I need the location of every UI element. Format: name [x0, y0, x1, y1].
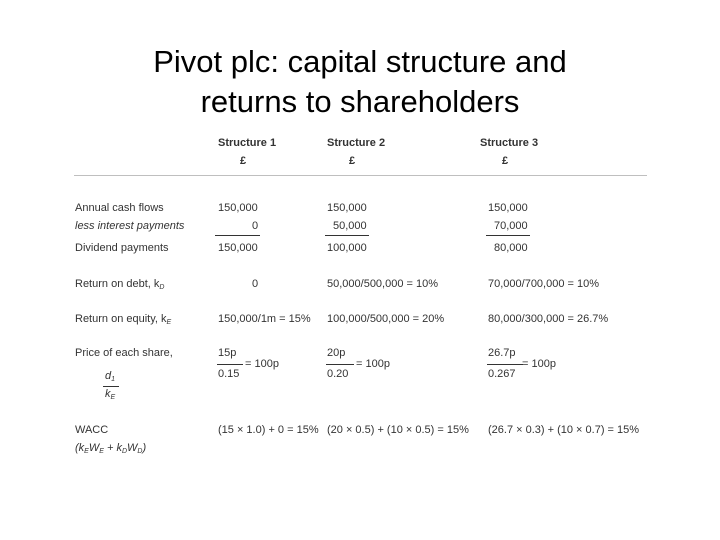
price-s3-numerator: 26.7p — [488, 347, 516, 359]
wacc-formula: $(k_EW_E + k_DW_D)$ — [75, 442, 147, 455]
subtotal-line-s3 — [486, 235, 530, 236]
row-label-price: Price of each share, — [75, 347, 173, 359]
price-s3-bar — [487, 364, 523, 365]
cell-dividend-s1: 150,000 — [218, 242, 258, 254]
cell-wacc-s3: (26.7 × 0.3) + (10 × 0.7) = 15% — [488, 424, 640, 436]
kd-label-text: Return on debt, k — [75, 278, 160, 290]
denominator-sub: E — [110, 394, 116, 401]
price-s3-denominator: 0.267 — [488, 368, 516, 380]
cell-interest-s2: 50,000 — [333, 220, 367, 232]
price-s2-bar — [326, 364, 354, 365]
row-label-annual: Annual cash flows — [75, 202, 164, 214]
cell-interest-s3: 70,000 — [494, 220, 528, 232]
cell-annual-s1: 150,000 — [218, 202, 258, 214]
cell-wacc-s2: (20 × 0.5) + (10 × 0.5) = 15% — [327, 424, 469, 436]
price-s2-denominator: 0.20 — [327, 368, 349, 380]
unit-structure-3: £ — [502, 155, 509, 167]
ke-subscript: E — [166, 319, 172, 326]
subtotal-line-s1 — [215, 235, 260, 236]
price-formula-denominator — [105, 388, 115, 401]
row-label-kd — [75, 278, 164, 291]
cell-kd-s2: 50,000/500,000 = 10% — [327, 278, 439, 290]
header-divider — [74, 175, 647, 176]
row-label-wacc: WACC — [75, 424, 109, 436]
unit-structure-1: £ — [240, 155, 247, 167]
cell-ke-s2: 100,000/500,000 = 20% — [327, 313, 445, 325]
header-structure-2: Structure 2 — [327, 137, 386, 149]
title-line-2: returns to shareholders — [200, 84, 520, 119]
price-s1-numerator: 15p — [218, 347, 237, 359]
header-structure-1: Structure 1 — [218, 137, 277, 149]
row-label-interest: less interest payments — [75, 220, 185, 232]
row-label-ke — [75, 313, 171, 326]
unit-structure-2: £ — [349, 155, 356, 167]
cell-ke-s3: 80,000/300,000 = 26.7% — [488, 313, 609, 325]
cell-annual-s3: 150,000 — [488, 202, 528, 214]
cell-ke-s1: 150,000/1m = 15% — [218, 313, 311, 325]
subtotal-line-s2 — [325, 235, 369, 236]
row-label-dividend: Dividend payments — [75, 242, 169, 254]
price-s1-bar — [217, 364, 243, 365]
price-s2-numerator: 20p — [327, 347, 346, 359]
title-line-1: Pivot plc: capital structure and — [153, 44, 567, 79]
cell-wacc-s1: (15 × 1.0) + 0 = 15% — [218, 424, 319, 436]
numerator-var: d — [105, 370, 112, 382]
price-s1-denominator: 0.15 — [218, 368, 240, 380]
price-formula-bar — [103, 386, 119, 387]
numerator-sub: 1 — [111, 376, 116, 383]
price-s3-result: = 100p — [522, 358, 556, 370]
cell-kd-s3: 70,000/700,000 = 10% — [488, 278, 600, 290]
header-structure-3: Structure 3 — [480, 137, 539, 149]
cell-annual-s2: 150,000 — [327, 202, 367, 214]
price-formula-numerator — [105, 370, 115, 383]
price-s1-result: = 100p — [245, 358, 279, 370]
cell-dividend-s3: 80,000 — [494, 242, 528, 254]
ke-label-text: Return on equity, k — [75, 313, 167, 325]
denominator-var: k — [105, 388, 111, 400]
cell-kd-s1: 0 — [252, 278, 259, 290]
kd-subscript: D — [159, 284, 165, 291]
price-s2-result: = 100p — [356, 358, 390, 370]
cell-dividend-s2: 100,000 — [327, 242, 367, 254]
cell-interest-s1: 0 — [252, 220, 259, 232]
